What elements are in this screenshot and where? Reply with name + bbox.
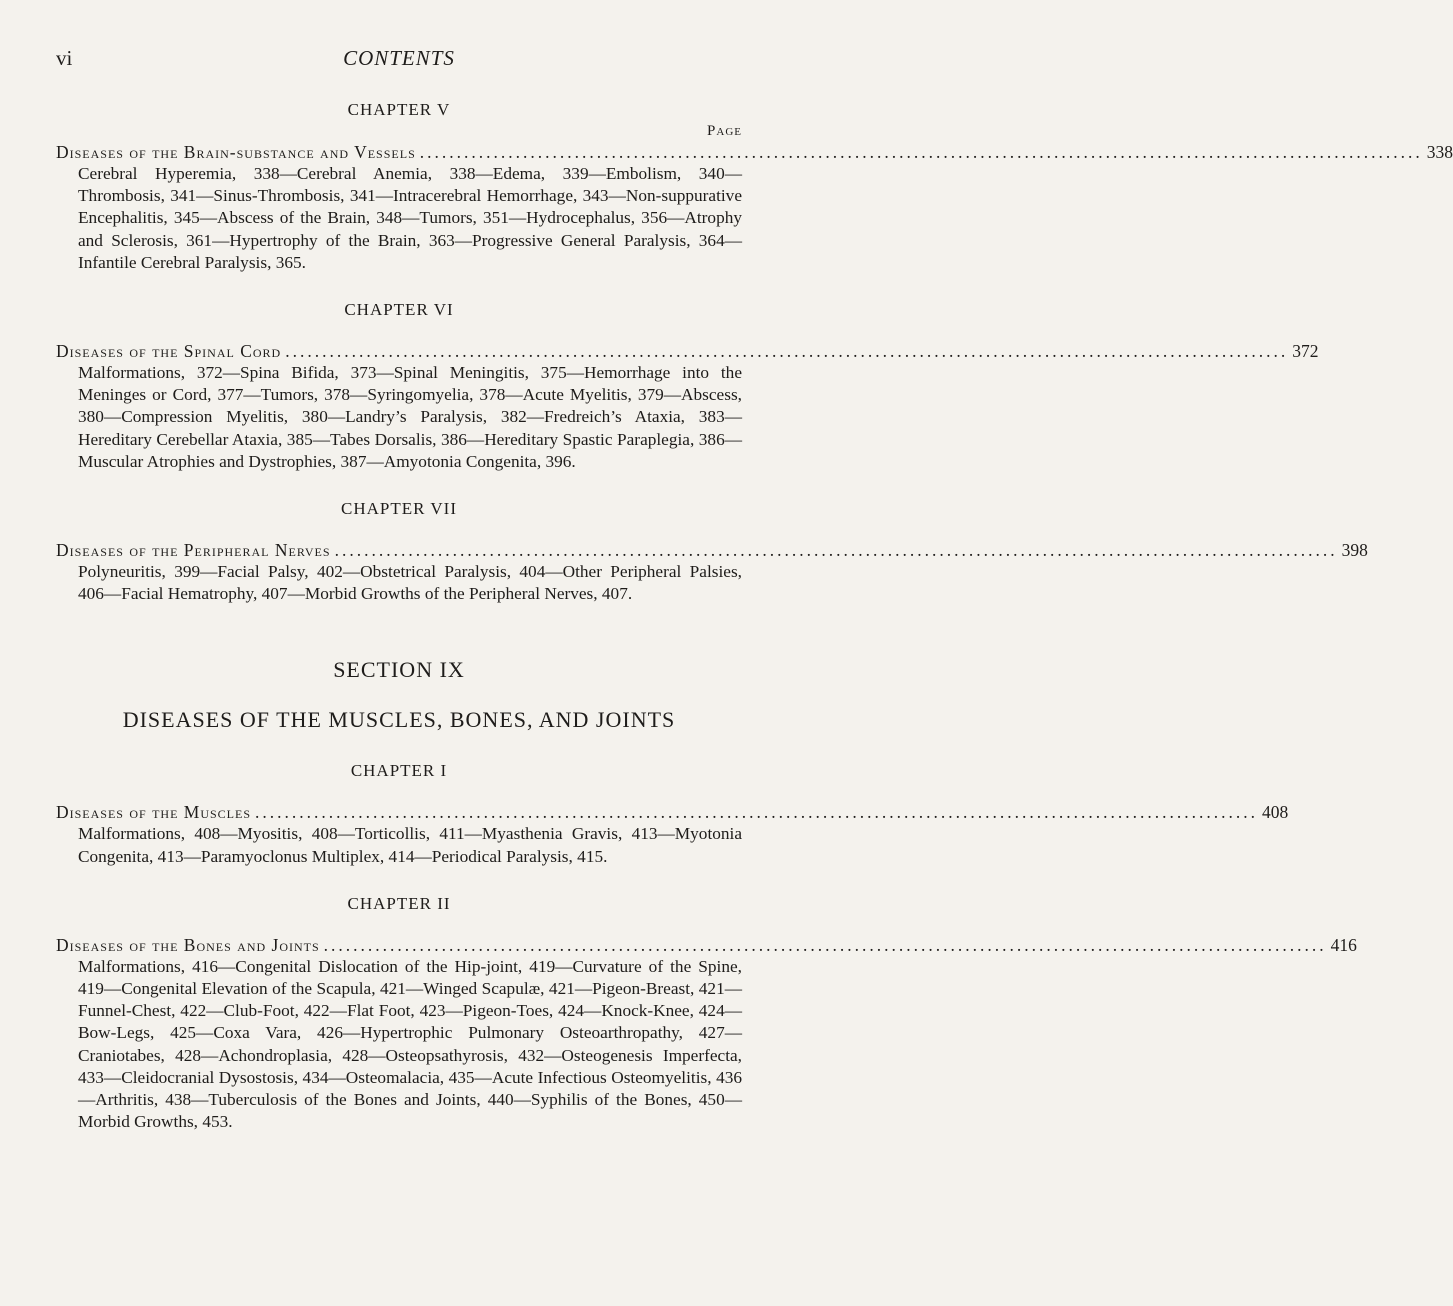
section-ix-block: [56, 657, 742, 733]
chapter-heading: CHAPTER VI: [344, 300, 454, 320]
chapter-vii-block: [56, 499, 1368, 605]
chapter-heading: CHAPTER I: [350, 761, 448, 781]
entry-page-number: 398: [1341, 540, 1368, 561]
dot-leader: ........................................................................................................................................: [323, 934, 1327, 955]
dot-leader: ........................................................................................................................................: [255, 802, 1259, 823]
entry-page-number: 416: [1330, 934, 1357, 955]
chapter-heading: CHAPTER II: [347, 893, 451, 913]
page-folio: vi: [56, 46, 73, 70]
chapter-vi-block: [56, 300, 1319, 473]
dot-leader: ........................................................................................................................................: [334, 540, 1338, 561]
entry-description: Malformations, 372—Spina Bifida, 373—Spinal Meningitis, 375—Hemorrhage into the Meninges or Cord, 377—Tumors, 378—Syringomyelia, 378—Acute Myelitis, 379—Abscess, 380—Compression Myelitis, 380—Landry’s Paralysis, 382—Fredreich’s Ataxia, 383—Hereditary Cerebellar Ataxia, 385—Tabes Dorsalis, 386—Hereditary Spastic Paraplegia, 386—Muscular Atrophies and Dystrophies, 387—Amyotonia Congenita, 396.: [78, 363, 742, 471]
entry-title: Diseases of the Spinal Cord: [56, 341, 282, 362]
entry-description: Cerebral Hyperemia, 338—Cerebral Anemia, 338—Edema, 339—Embolism, 340—Thrombosis, 341—Sinus-Thrombosis, 341—Intracerebral Hemorrhage, 343—Non-suppurative Encephalitis, 345—Abscess of the Brain, 348—Tumors, 351—Hydrocephalus, 356—Atrophy and Sclerosis, 361—Hypertrophy of the Brain, 363—Progressive General Paralysis, 364—Infantile Cerebral Paralysis, 365.: [78, 164, 742, 272]
entry-title: Diseases of the Peripheral Nerves: [56, 540, 331, 561]
contents-page: [56, 46, 1453, 1133]
entry-title: Diseases of the Muscles: [56, 802, 252, 823]
dot-leader: ........................................................................................................................................: [285, 341, 1289, 362]
running-title: CONTENTS: [343, 46, 455, 70]
section-title: DISEASES OF THE MUSCLES, BONES, AND JOINTS: [122, 707, 676, 733]
chapter-v-block: [56, 100, 1453, 274]
entry-title: Diseases of the Brain-substance and Vessels: [56, 142, 416, 162]
toc-entry: [56, 801, 1289, 823]
chapter-ii-block: [56, 893, 1357, 1134]
toc-entry: [56, 539, 1368, 561]
dot-leader: ........................................................................................................................................: [419, 142, 1423, 162]
entry-description: Malformations, 408—Myositis, 408—Torticollis, 411—Myasthenia Gravis, 413—Myotonia Congenita, 413—Paramyoclonus Multiplex, 414—Periodical Paralysis, 415.: [78, 824, 742, 866]
entry-page-number: 372: [1292, 341, 1319, 362]
page-column-label: Page: [707, 123, 742, 139]
chapter-heading: CHAPTER VII: [341, 499, 457, 519]
toc-entry: [56, 340, 1319, 362]
toc-entry: [56, 934, 1357, 956]
entry-page-number: 408: [1262, 802, 1289, 823]
chapter-heading: CHAPTER V: [347, 100, 451, 119]
running-header: [56, 46, 742, 74]
chapter-i-block: [56, 761, 1289, 867]
entry-title: Diseases of the Bones and Joints: [56, 934, 320, 955]
entry-description: Malformations, 416—Congenital Dislocation of the Hip-joint, 419—Curvature of the Spine, 419—Congenital Elevation of the Scapula, 421—Winged Scapulæ, 421—Pigeon-Breast, 421—Funnel-Chest, 422—Club-Foot, 422—Flat Foot, 423—Pigeon-Toes, 424—Knock-Knee, 424—Bow-Legs, 425—Coxa Vara, 426—Hypertrophic Pulmonary Osteoarthropathy, 427—Craniotabes, 428—Achondroplasia, 428—Osteopsathyrosis, 432—Osteogenesis Imperfecta, 433—Cleidocranial Dysostosis, 434—Osteomalacia, 435—Acute Infectious Osteomyelitis, 436—Arthritis, 438—Tuberculosis of the Bones and Joints, 440—Syphilis of the Bones, 450—Morbid Growths, 453.: [78, 956, 742, 1132]
toc-entry: [56, 141, 1453, 163]
entry-description: Polyneuritis, 399—Facial Palsy, 402—Obstetrical Paralysis, 404—Other Peripheral Palsies, 406—Facial Hematrophy, 407—Morbid Growths of the Peripheral Nerves, 407.: [78, 562, 742, 604]
entry-page-number: 338: [1426, 142, 1453, 162]
section-heading: SECTION IX: [333, 657, 465, 683]
